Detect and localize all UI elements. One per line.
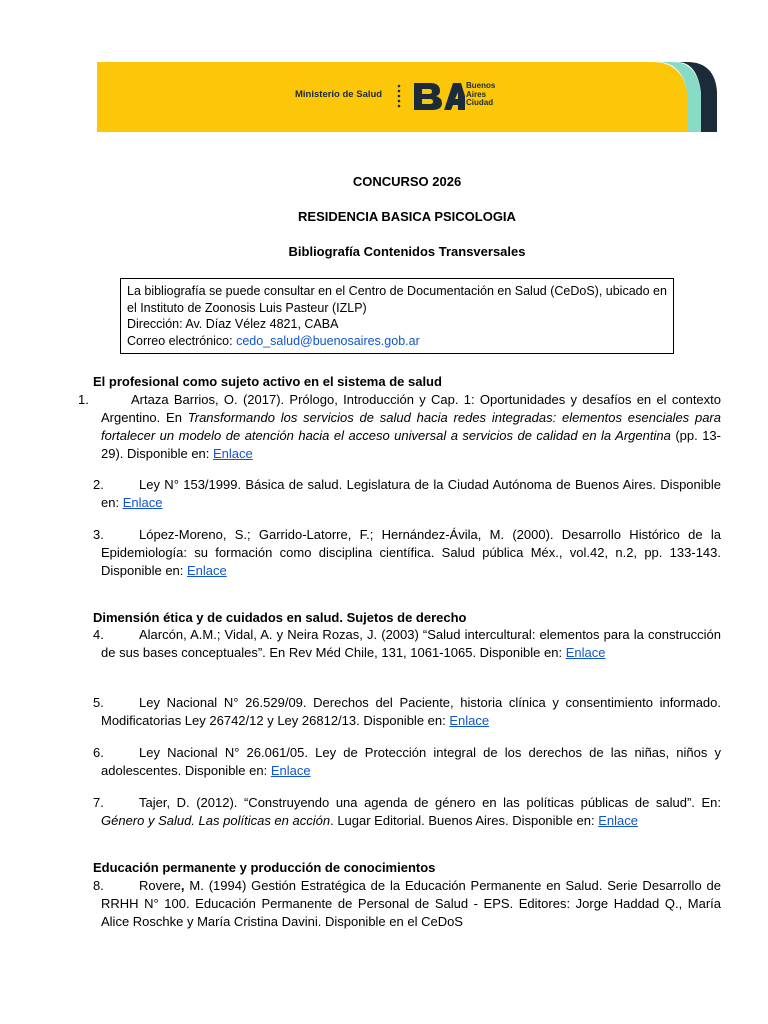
enlace-link[interactable]: Enlace xyxy=(187,563,227,578)
bib-entry-2 xyxy=(78,476,721,512)
enlace-link[interactable]: Enlace xyxy=(213,446,253,461)
entry-text-b: . Lugar Editorial. Buenos Aires. Disponible en: xyxy=(330,813,599,828)
bib-entry-1 xyxy=(78,391,721,463)
cedos-info-box xyxy=(120,278,674,354)
bib-entry-8 xyxy=(78,877,721,931)
enlace-link[interactable]: Enlace xyxy=(122,495,163,510)
entry-number: 3. xyxy=(93,527,104,542)
infobox-address: Dirección: Av. Díaz Vélez 4821, CABA xyxy=(127,317,339,331)
logo-word-3: Ciudad xyxy=(466,98,494,107)
section-heading-1: El profesional como sujeto activo en el sistema de salud xyxy=(93,374,442,389)
entry-text xyxy=(101,526,721,580)
enlace-link[interactable]: Enlace xyxy=(270,763,311,778)
bib-entry-7 xyxy=(78,794,721,830)
title-residencia: RESIDENCIA BASICA PSICOLOGIA xyxy=(298,209,516,224)
bib-entry-6 xyxy=(78,744,721,780)
bib-entry-3 xyxy=(78,526,721,580)
title-bibliografia: Bibliografía Contenidos Transversales xyxy=(288,244,526,259)
section-heading-2: Dimensión ética y de cuidados en salud. Sujetos de derecho xyxy=(93,610,467,625)
ba-logo-text xyxy=(466,82,495,108)
entry-text-b: (pp. 13-29). Disponible en: xyxy=(101,428,721,461)
entry-title-italic: Género y Salud. Las políticas en acción xyxy=(101,813,331,828)
entry-number: 4. xyxy=(93,627,104,642)
enlace-link[interactable]: Enlace xyxy=(598,813,638,828)
banner-yellow-band xyxy=(97,62,687,132)
entry-text xyxy=(101,877,721,931)
bib-entry-5 xyxy=(78,694,721,730)
bib-entry-4 xyxy=(78,626,721,662)
entry-number: 7. xyxy=(93,795,104,810)
logo-word-2: Aires xyxy=(466,89,487,99)
infobox-email-line xyxy=(127,333,667,350)
entry-text-a: Artaza Barrios, O. (2017). Prólogo, Introducción y Cap. 1: Oportunidades y desafíos en el contexto Argentino. En xyxy=(101,392,721,425)
email-link[interactable]: cedo_salud@buenosaires.gob.ar xyxy=(236,333,420,348)
entry-number: 2. xyxy=(93,477,104,492)
entry-text-a: Rovere xyxy=(139,878,181,893)
email-label: Correo electrónico: xyxy=(127,333,237,348)
entry-text xyxy=(101,694,721,730)
entry-text xyxy=(101,476,721,512)
enlace-link[interactable]: Enlace xyxy=(565,645,606,660)
entry-text xyxy=(101,391,721,463)
title-concurso: CONCURSO 2026 xyxy=(352,174,462,189)
entry-text-b: M. (1994) Gestión Estratégica de la Educación Permanente en Salud. Serie Desarrollo de RRHH N° 100. Educación Permanente de Personal de Salud - EPS. Editores: Jorge Haddad Q., María Alice Roschke y María Cristina Davini. Disponible en el CeDoS xyxy=(101,878,721,929)
entry-text xyxy=(101,744,721,780)
infobox-location: La bibliografía se puede consultar en el Centro de Documentación en Salud (CeDoS), ubicado en el Instituto de Zoonosis Luis Pasteur (IZLP) xyxy=(127,284,667,315)
header-banner xyxy=(97,62,717,132)
entry-number: 6. xyxy=(93,745,104,760)
entry-text-a: Alarcón, A.M.; Vidal, A. y Neira Rozas, J. (2003) “Salud intercultural: elementos para la construcción de sus bases conceptuales”. En Rev Méd Chile, 131, 1061-1065. Disponible en: xyxy=(101,627,721,660)
entry-text-a: Tajer, D. (2012). “Construyendo una agenda de género en las políticas públicas de salud”. En: xyxy=(139,795,721,810)
entry-text-a: Ley Nacional N° 26.529/09. Derechos del Paciente, historia clínica y consentimiento informado. Modificatorias Ley 26742/12 y Ley 26812/13. Disponible en: xyxy=(101,695,721,728)
entry-text xyxy=(101,794,721,830)
section-heading-3: Educación permanente y producción de conocimientos xyxy=(93,860,436,875)
entry-text-a: Ley Nacional N° 26.061/05. Ley de Protección integral de los derechos de las niñas, niños y adolescentes. Disponible en: xyxy=(101,745,721,778)
entry-number: 8. xyxy=(93,878,104,893)
banner-graphic xyxy=(97,62,717,132)
entry-title-italic: Transformando los servicios de salud hacia redes integradas: elementos esenciales para fortalecer un modelo de atención hacia el acceso universal a servicios de calidad en la Argentina xyxy=(101,410,721,443)
entry-text-a: Ley N° 153/1999. Básica de salud. Legislatura de la Ciudad Autónoma de Buenos Aires. Disponible en: xyxy=(101,477,721,510)
entry-number: 1. xyxy=(78,392,89,407)
enlace-link[interactable]: Enlace xyxy=(449,713,490,728)
entry-text-a: López-Moreno, S.; Garrido-Latorre, F.; Hernández-Ávila, M. (2000). Desarrollo Histórico de la Epidemiología: su formación como disciplina científica. Salud pública Méx., vol.42, n.2, pp. 133-143. Disponible en: xyxy=(101,527,721,578)
entry-text-bold: , xyxy=(180,878,185,893)
entry-number: 5. xyxy=(93,695,104,710)
ministry-label: Ministerio de Salud xyxy=(295,89,383,100)
logo-word-1: Buenos xyxy=(466,81,496,90)
entry-text xyxy=(101,626,721,662)
